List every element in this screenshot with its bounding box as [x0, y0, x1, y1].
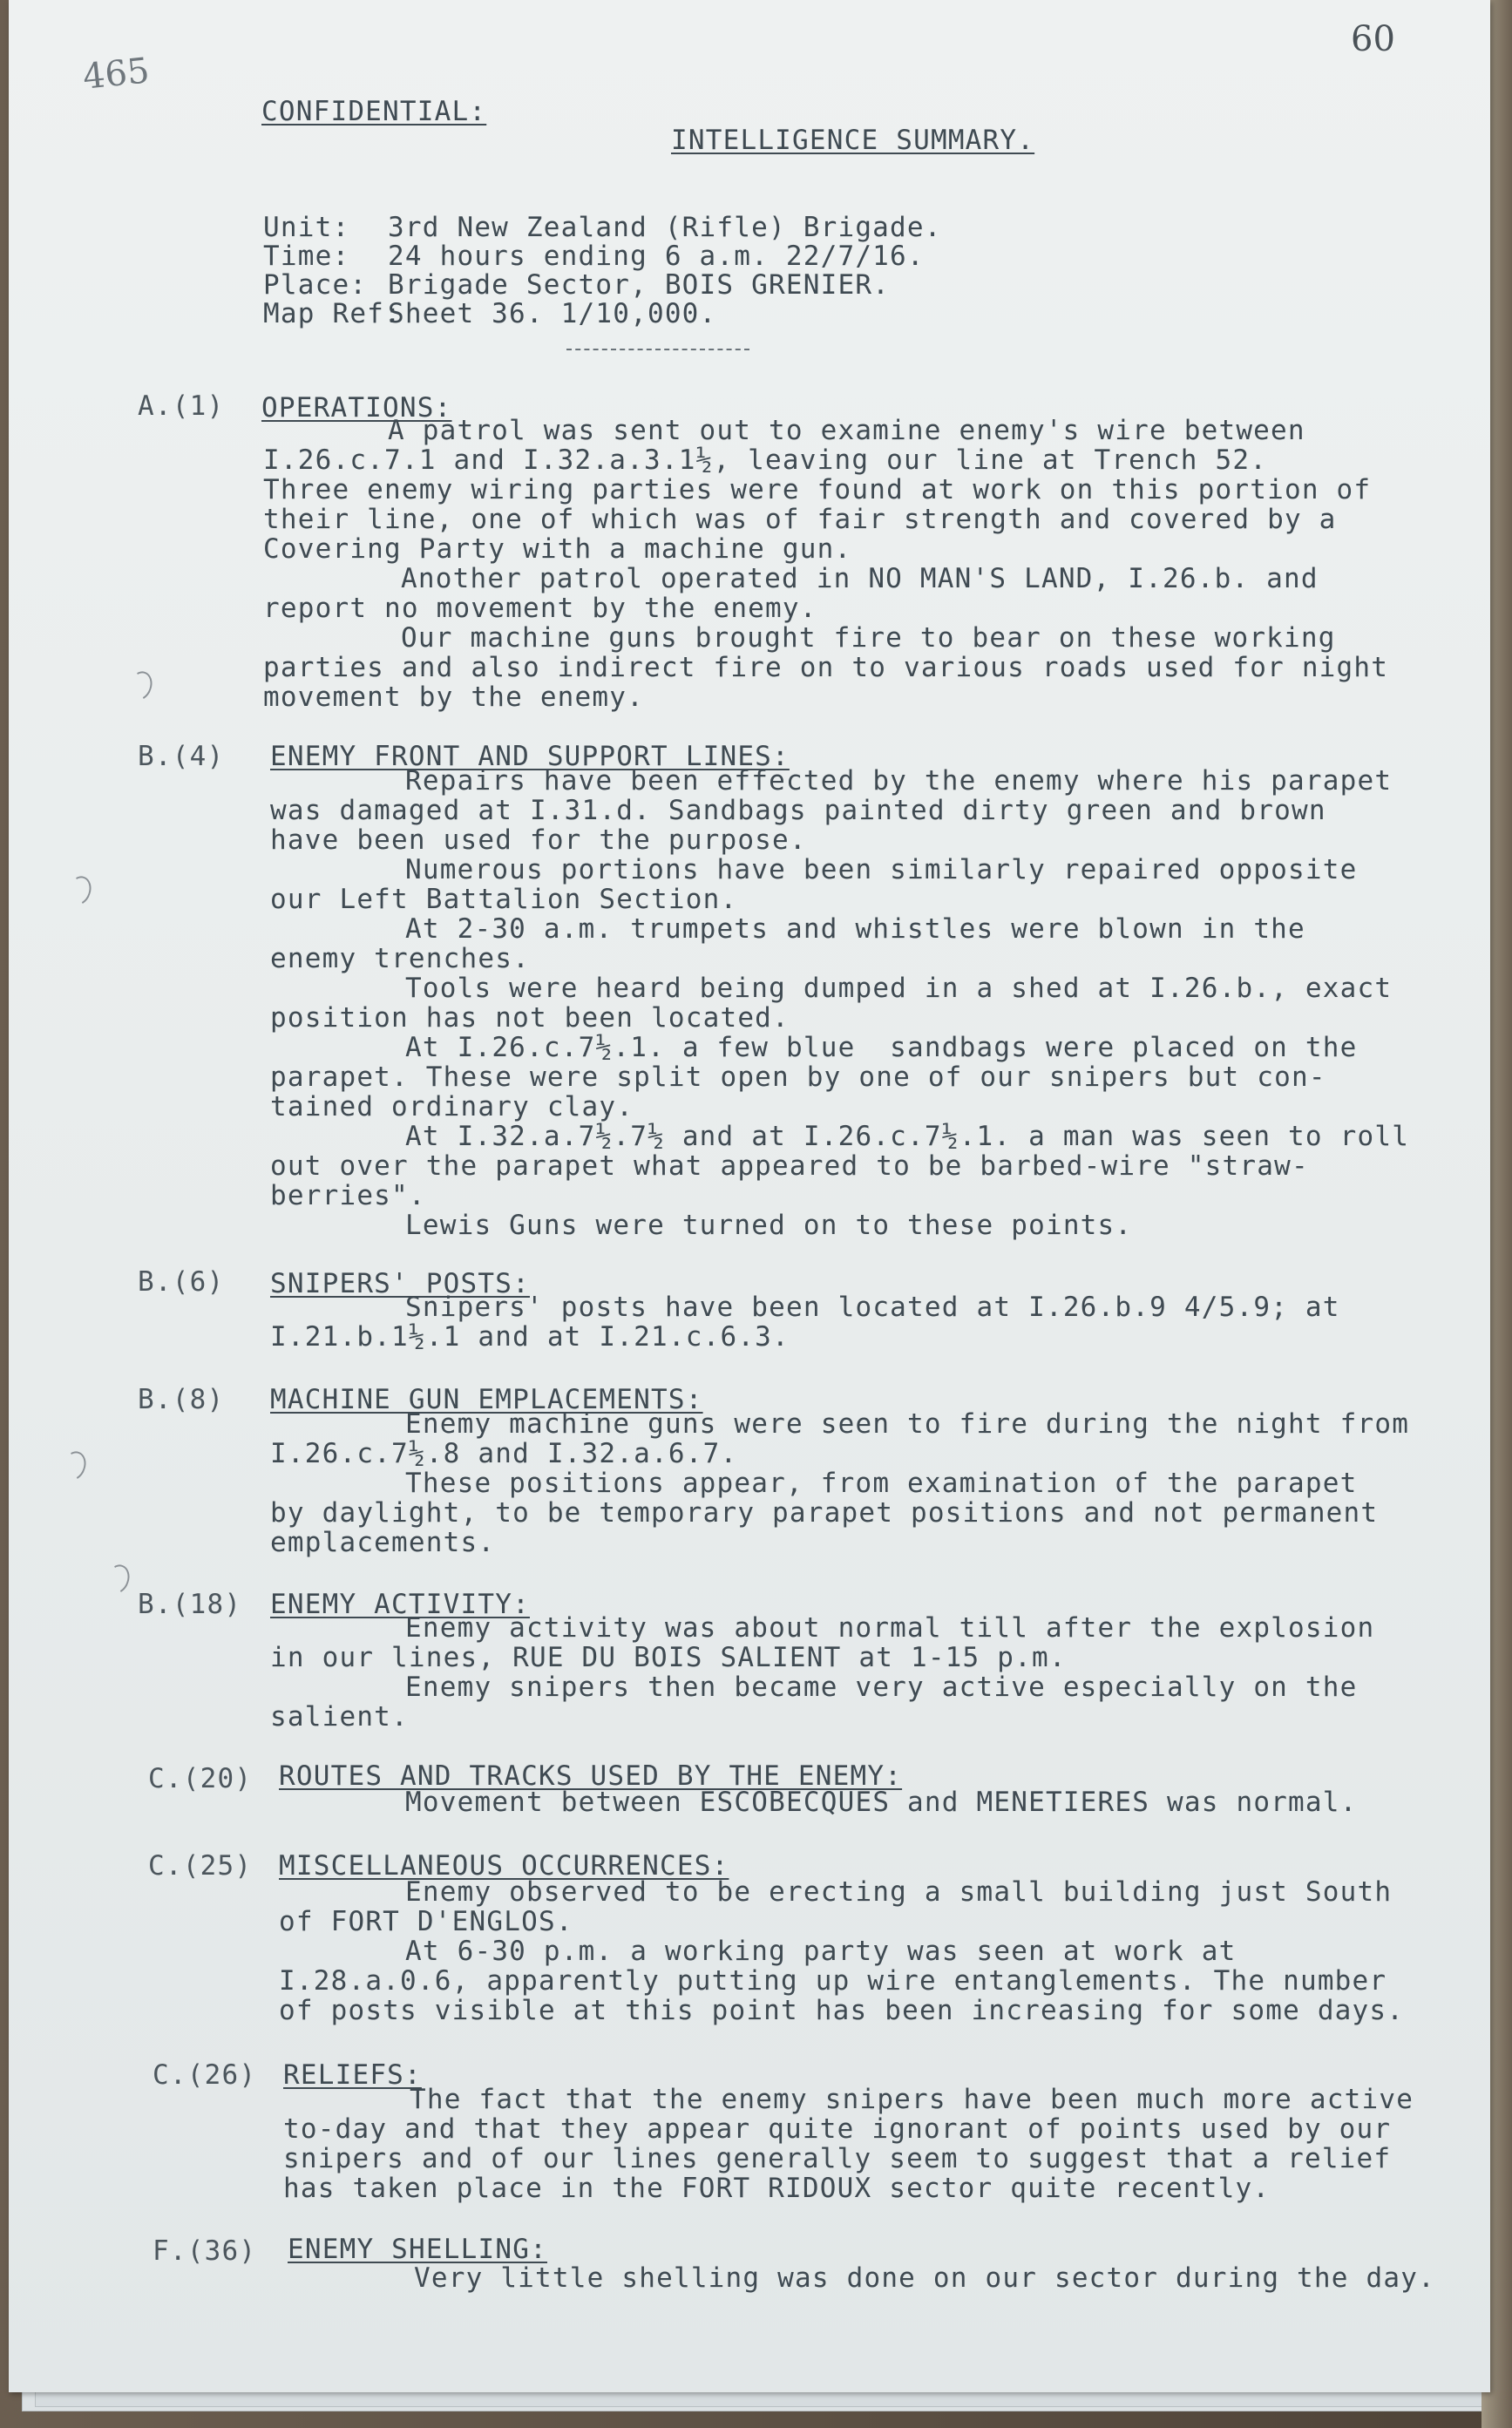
body-line: At 2-30 a.m. trumpets and whistles were blown in the	[405, 913, 1305, 945]
body-line: parties and also indirect fire on to various roads used for night	[263, 652, 1389, 683]
body-line: parapet. These were split open by one of our snipers but con-	[270, 1061, 1326, 1093]
paragraph-number: B.(18)	[138, 1589, 242, 1620]
section-title: ENEMY ACTIVITY:	[270, 1589, 530, 1620]
place-label: Place:	[263, 269, 368, 301]
body-line: I.28.a.0.6, apparently putting up wire entanglements. The number	[279, 1965, 1387, 1997]
body-line: emplacements.	[270, 1527, 496, 1558]
section-title: MACHINE GUN EMPLACEMENTS:	[270, 1384, 703, 1415]
body-line: Enemy activity was about normal till after the explosion	[405, 1612, 1375, 1644]
section-title: SNIPERS' POSTS:	[270, 1268, 530, 1299]
paragraph-number: C.(20)	[148, 1763, 253, 1794]
punch-hole-icon	[125, 668, 156, 704]
paragraph-number: B.(4)	[138, 741, 225, 772]
unit-label: Unit:	[263, 212, 350, 243]
body-line: Snipers' posts have been located at I.26.b.9 4/5.9; at	[405, 1292, 1340, 1323]
document-page	[9, 0, 1490, 2392]
map-ref-label: Map Ref:	[263, 298, 402, 329]
body-line: salient.	[270, 1701, 409, 1733]
body-line: out over the parapet what appeared to be barbed-wire "straw-	[270, 1150, 1309, 1182]
section-title: ENEMY SHELLING:	[288, 2234, 547, 2265]
body-line: Enemy snipers then became very active especially on the	[405, 1672, 1358, 1703]
body-line: Lewis Guns were turned on to these points.	[405, 1210, 1133, 1241]
body-line: of posts visible at this point has been increasing for some days.	[279, 1995, 1405, 2026]
body-line: At I.26.c.7½.1. a few blue sandbags were placed on the	[405, 1032, 1358, 1063]
body-line: of FORT D'ENGLOS.	[279, 1906, 573, 1937]
body-line: was damaged at I.31.d. Sandbags painted dirty green and brown	[270, 795, 1326, 826]
paragraph-number: B.(6)	[138, 1266, 225, 1298]
section-title: MISCELLANEOUS OCCURRENCES:	[279, 1850, 729, 1882]
body-line: A patrol was sent out to examine enemy's wire between	[388, 415, 1305, 446]
body-line: Very little shelling was done on our sector during the day.	[414, 2262, 1435, 2294]
body-line: These positions appear, from examination of the parapet	[405, 1468, 1358, 1499]
body-line: At 6-30 p.m. a working party was seen at work at	[405, 1936, 1237, 1967]
section-title: ROUTES AND TRACKS USED BY THE ENEMY:	[279, 1760, 903, 1792]
body-line: Numerous portions have been similarly repaired opposite	[405, 854, 1358, 885]
unit-value: 3rd New Zealand (Rifle) Brigade.	[388, 212, 942, 243]
classification-label: CONFIDENTIAL:	[261, 96, 487, 127]
body-line: I.21.b.1½.1 and at I.21.c.6.3.	[270, 1321, 790, 1353]
body-line: I.26.c.7½.8 and I.32.a.6.7.	[270, 1438, 738, 1469]
body-line: by daylight, to be temporary parapet positions and not permanent	[270, 1497, 1379, 1529]
paragraph-number: B.(8)	[138, 1384, 225, 1415]
body-line: position has not been located.	[270, 1002, 790, 1034]
place-value: Brigade Sector, BOIS GRENIER.	[388, 269, 891, 301]
body-line: their line, one of which was of fair strength and covered by a	[263, 504, 1337, 535]
body-line: have been used for the purpose.	[270, 824, 807, 856]
paragraph-number: C.(26)	[153, 2059, 257, 2091]
body-line: Repairs have been effected by the enemy where his parapet	[405, 765, 1393, 797]
punch-hole-icon	[64, 873, 95, 909]
body-line: movement by the enemy.	[263, 682, 644, 713]
body-line: Another patrol operated in NO MAN'S LAND, I.26.b. and	[401, 563, 1319, 594]
body-line: Movement between ESCOBECQUES and MENETIERES was normal.	[405, 1787, 1358, 1818]
body-line: snipers and of our lines generally seem to suggest that a relief	[283, 2143, 1392, 2174]
body-line: I.26.c.7.1 and I.32.a.3.1½, leaving our line at Trench 52.	[263, 444, 1268, 476]
paragraph-number: C.(25)	[148, 1850, 253, 1882]
document-title: INTELLIGENCE SUMMARY.	[671, 125, 1035, 156]
body-line: Enemy machine guns were seen to fire during the night from	[405, 1408, 1410, 1440]
punch-hole-icon	[102, 1562, 133, 1597]
punch-hole-icon	[58, 1448, 90, 1484]
paragraph-number: F.(36)	[153, 2235, 257, 2267]
body-line: to-day and that they appear quite ignorant of points used by our	[283, 2113, 1392, 2145]
body-line: enemy trenches.	[270, 943, 530, 974]
body-line: Our machine guns brought fire to bear on these working	[401, 622, 1336, 654]
section-title: RELIEFS:	[283, 2059, 422, 2091]
body-line: The fact that the enemy snipers have been much more active	[410, 2084, 1414, 2115]
divider	[566, 349, 749, 350]
body-line: At I.32.a.7½.7½ and at I.26.c.7½.1. a man was seen to roll	[405, 1121, 1410, 1152]
body-line: Tools were heard being dumped in a shed at I.26.b., exact	[405, 973, 1393, 1004]
body-line: berries".	[270, 1180, 426, 1211]
body-line: report no movement by the enemy.	[263, 593, 817, 624]
folio-number: 60	[1351, 19, 1395, 59]
time-label: Time:	[263, 241, 350, 272]
body-line: Covering Party with a machine gun.	[263, 533, 852, 565]
folio-number-old: 465	[80, 51, 152, 98]
body-line: tained ordinary clay.	[270, 1091, 634, 1122]
section-title: OPERATIONS:	[261, 392, 452, 424]
section-title: ENEMY FRONT AND SUPPORT LINES:	[270, 741, 790, 772]
body-line: has taken place in the FORT RIDOUX sector quite recently.	[283, 2173, 1271, 2204]
body-line: Enemy observed to be erecting a small building just South	[405, 1876, 1393, 1908]
body-line: Three enemy wiring parties were found at work on this portion of	[263, 474, 1372, 505]
time-value: 24 hours ending 6 a.m. 22/7/16.	[388, 241, 925, 272]
paragraph-number: A.(1)	[138, 390, 225, 422]
map-ref-value: Sheet 36. 1/10,000.	[388, 298, 717, 329]
body-line: in our lines, RUE DU BOIS SALIENT at 1-15 p.m.	[270, 1642, 1067, 1673]
body-line: our Left Battalion Section.	[270, 884, 738, 915]
